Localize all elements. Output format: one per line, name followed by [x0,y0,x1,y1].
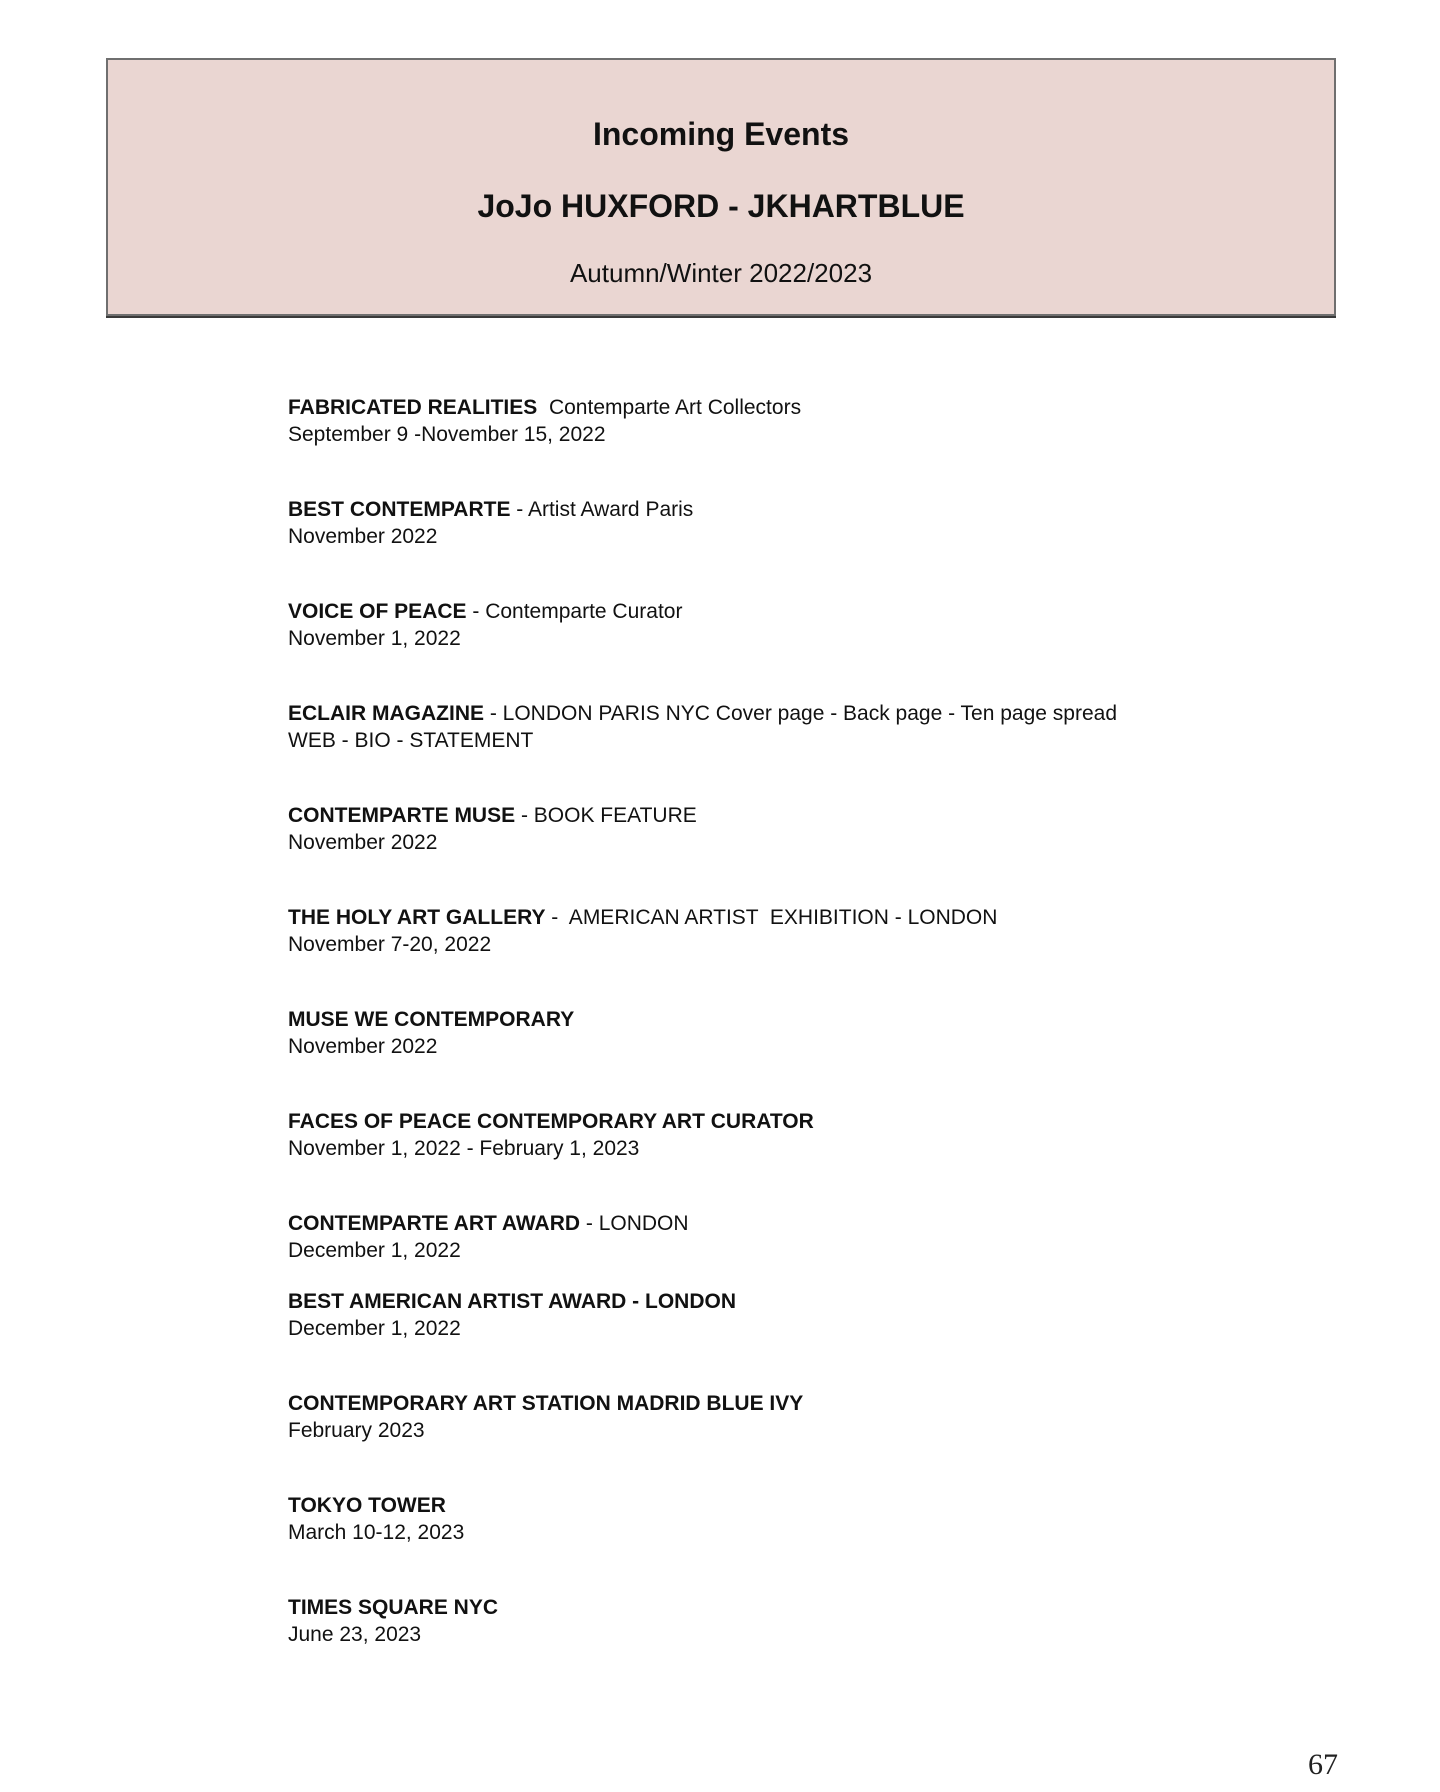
event-item [288,904,997,958]
event-title: TOKYO TOWER [288,1494,446,1517]
artist-name: JoJo HUXFORD - JKHARTBLUE [477,188,965,224]
page-number: 67 [1308,1748,1338,1781]
event-date: March 10-12, 2023 [288,1521,465,1544]
event-subline: WEB - BIO - STATEMENT [288,729,534,752]
event-item [288,598,682,652]
event-date: November 1, 2022 [288,627,461,650]
event-title: CONTEMPARTE MUSE [288,804,516,827]
event-item [288,1006,574,1060]
event-item [288,496,693,550]
event-item [288,394,801,448]
event-title: FABRICATED REALITIES [288,396,538,419]
event-item [288,802,697,856]
event-date: December 1, 2022 [288,1317,461,1340]
event-title: FACES OF PEACE CONTEMPORARY ART CURATOR [288,1110,814,1133]
event-item [288,1594,498,1648]
event-date: September 9 -November 15, 2022 [288,423,606,446]
page-title: Incoming Events [592,116,850,152]
event-title: CONTEMPARTE ART AWARD [288,1212,581,1235]
event-title: TIMES SQUARE NYC [288,1596,499,1619]
event-detail: - BOOK FEATURE [515,804,697,827]
event-date: February 2023 [288,1419,425,1442]
event-item [288,1492,464,1546]
event-detail: Contemparte Art Collectors [537,396,802,419]
header-box [106,58,1336,316]
event-date: November 2022 [288,525,438,548]
event-title: BEST CONTEMPARTE [288,498,511,521]
event-detail: - Artist Award Paris [510,498,694,521]
season-label: Autumn/Winter 2022/2023 [569,258,873,288]
event-date: November 2022 [288,1035,438,1058]
event-detail: - AMERICAN ARTIST EXHIBITION - LONDON [545,906,998,929]
event-item [288,1210,689,1264]
event-date: November 1, 2022 - February 1, 2023 [288,1137,640,1160]
event-item [288,700,1117,754]
event-title: ECLAIR MAGAZINE [288,702,484,725]
event-date: December 1, 2022 [288,1239,461,1262]
event-title: BEST AMERICAN ARTIST AWARD - LONDON [288,1290,736,1313]
event-detail: - LONDON [580,1212,689,1235]
event-title: VOICE OF PEACE [288,600,467,623]
event-item [288,1288,736,1342]
event-item [288,1108,814,1162]
event-title: THE HOLY ART GALLERY [288,906,546,929]
event-date: November 2022 [288,831,438,854]
event-title: CONTEMPORARY ART STATION MADRID BLUE IVY [288,1392,804,1415]
event-date: November 7-20, 2022 [288,933,492,956]
event-date: June 23, 2023 [288,1623,422,1646]
event-detail: - LONDON PARIS NYC Cover page - Back page - Ten page spread [484,702,1118,725]
event-item [288,1390,803,1444]
event-detail: - Contemparte Curator [466,600,683,623]
event-title: MUSE WE CONTEMPORARY [288,1008,575,1031]
